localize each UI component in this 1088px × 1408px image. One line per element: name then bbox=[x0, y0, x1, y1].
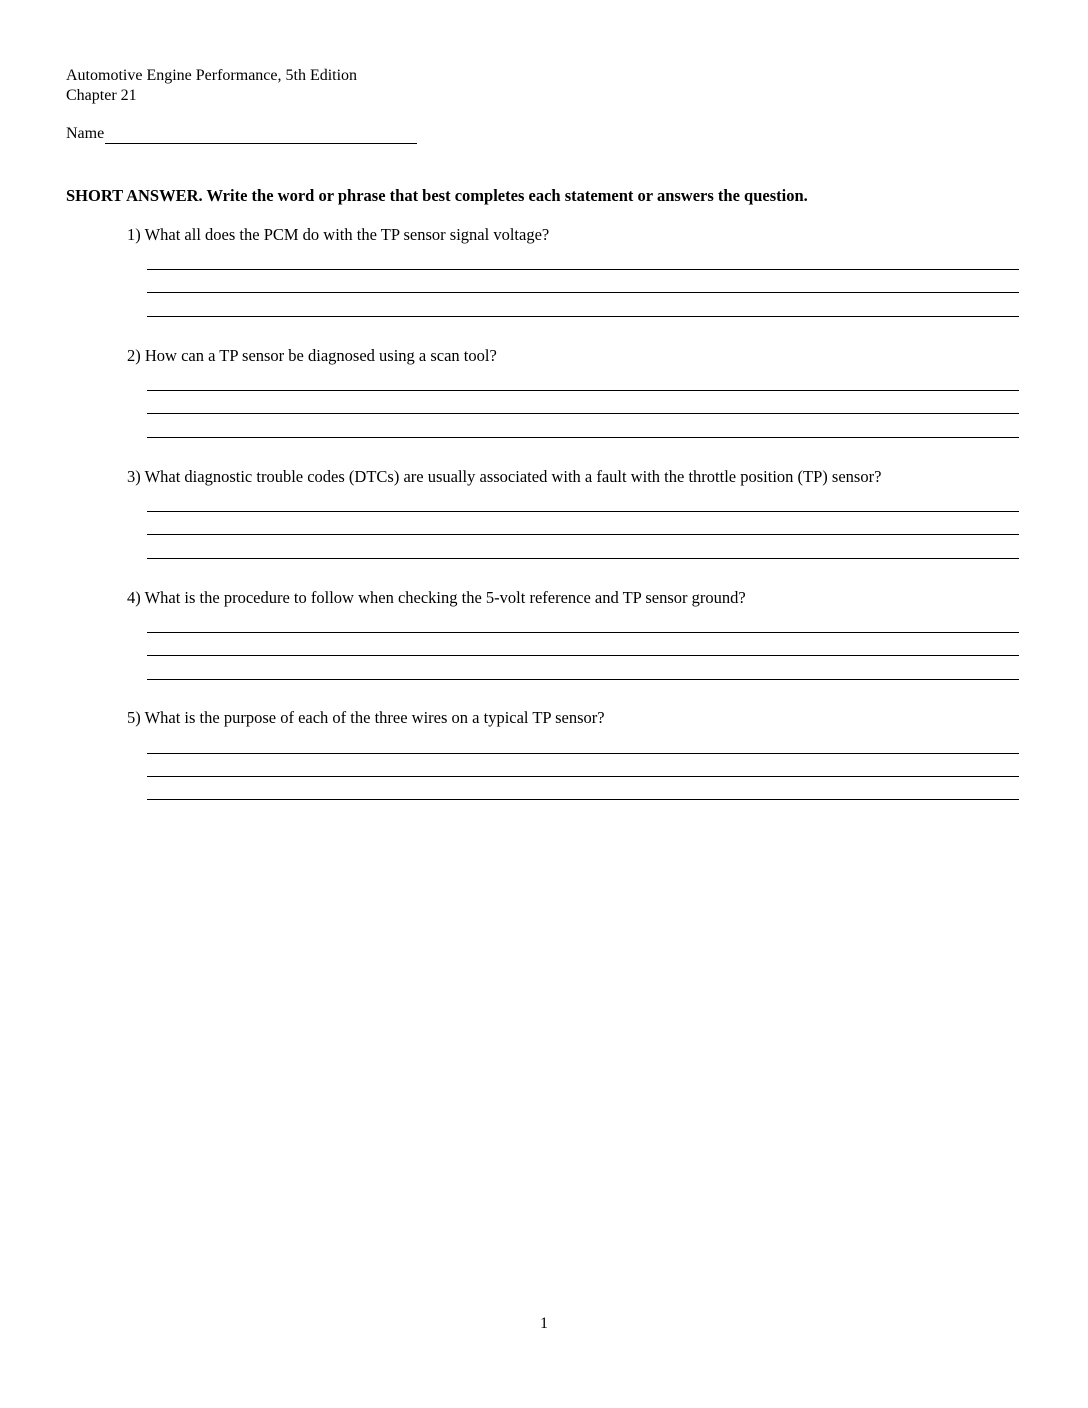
answer-line[interactable] bbox=[147, 534, 1019, 535]
question-text: 5) What is the purpose of each of the three wires on a typical TP sensor? bbox=[127, 708, 605, 727]
question-text: 2) How can a TP sensor be diagnosed using a scan tool? bbox=[127, 346, 497, 365]
answer-line[interactable] bbox=[147, 292, 1019, 293]
answer-line[interactable] bbox=[147, 437, 1019, 438]
question-text: 4) What is the procedure to follow when checking the 5-volt reference and TP sensor ground? bbox=[127, 588, 746, 607]
chapter-label: Chapter 21 bbox=[66, 87, 137, 104]
answer-line[interactable] bbox=[147, 390, 1019, 391]
question-text: 3) What diagnostic trouble codes (DTCs) are usually associated with a fault with the throttle position (TP) sensor? bbox=[127, 467, 882, 486]
question-text: 1) What all does the PCM do with the TP sensor signal voltage? bbox=[127, 225, 550, 244]
question-5 bbox=[127, 707, 1027, 729]
answer-line[interactable] bbox=[147, 776, 1019, 777]
name-blank-line[interactable] bbox=[105, 124, 417, 144]
answer-line[interactable] bbox=[147, 799, 1019, 800]
question-1 bbox=[127, 224, 1027, 246]
answer-line[interactable] bbox=[147, 413, 1019, 414]
section-instructions: SHORT ANSWER. Write the word or phrase that best completes each statement or answers the question. bbox=[66, 186, 808, 205]
answer-line[interactable] bbox=[147, 558, 1019, 559]
name-field bbox=[66, 124, 417, 144]
answer-line[interactable] bbox=[147, 632, 1019, 633]
answer-line[interactable] bbox=[147, 655, 1019, 656]
answer-line[interactable] bbox=[147, 511, 1019, 512]
answer-line[interactable] bbox=[147, 753, 1019, 754]
answer-line[interactable] bbox=[147, 316, 1019, 317]
answer-line[interactable] bbox=[147, 269, 1019, 270]
document-header bbox=[66, 66, 357, 106]
question-3 bbox=[127, 466, 1027, 488]
name-label: Name bbox=[66, 125, 105, 142]
page-number: 1 bbox=[540, 1315, 548, 1332]
answer-line[interactable] bbox=[147, 679, 1019, 680]
question-2 bbox=[127, 345, 1027, 367]
book-title: Automotive Engine Performance, 5th Edition bbox=[66, 67, 358, 84]
question-4 bbox=[127, 587, 1027, 609]
